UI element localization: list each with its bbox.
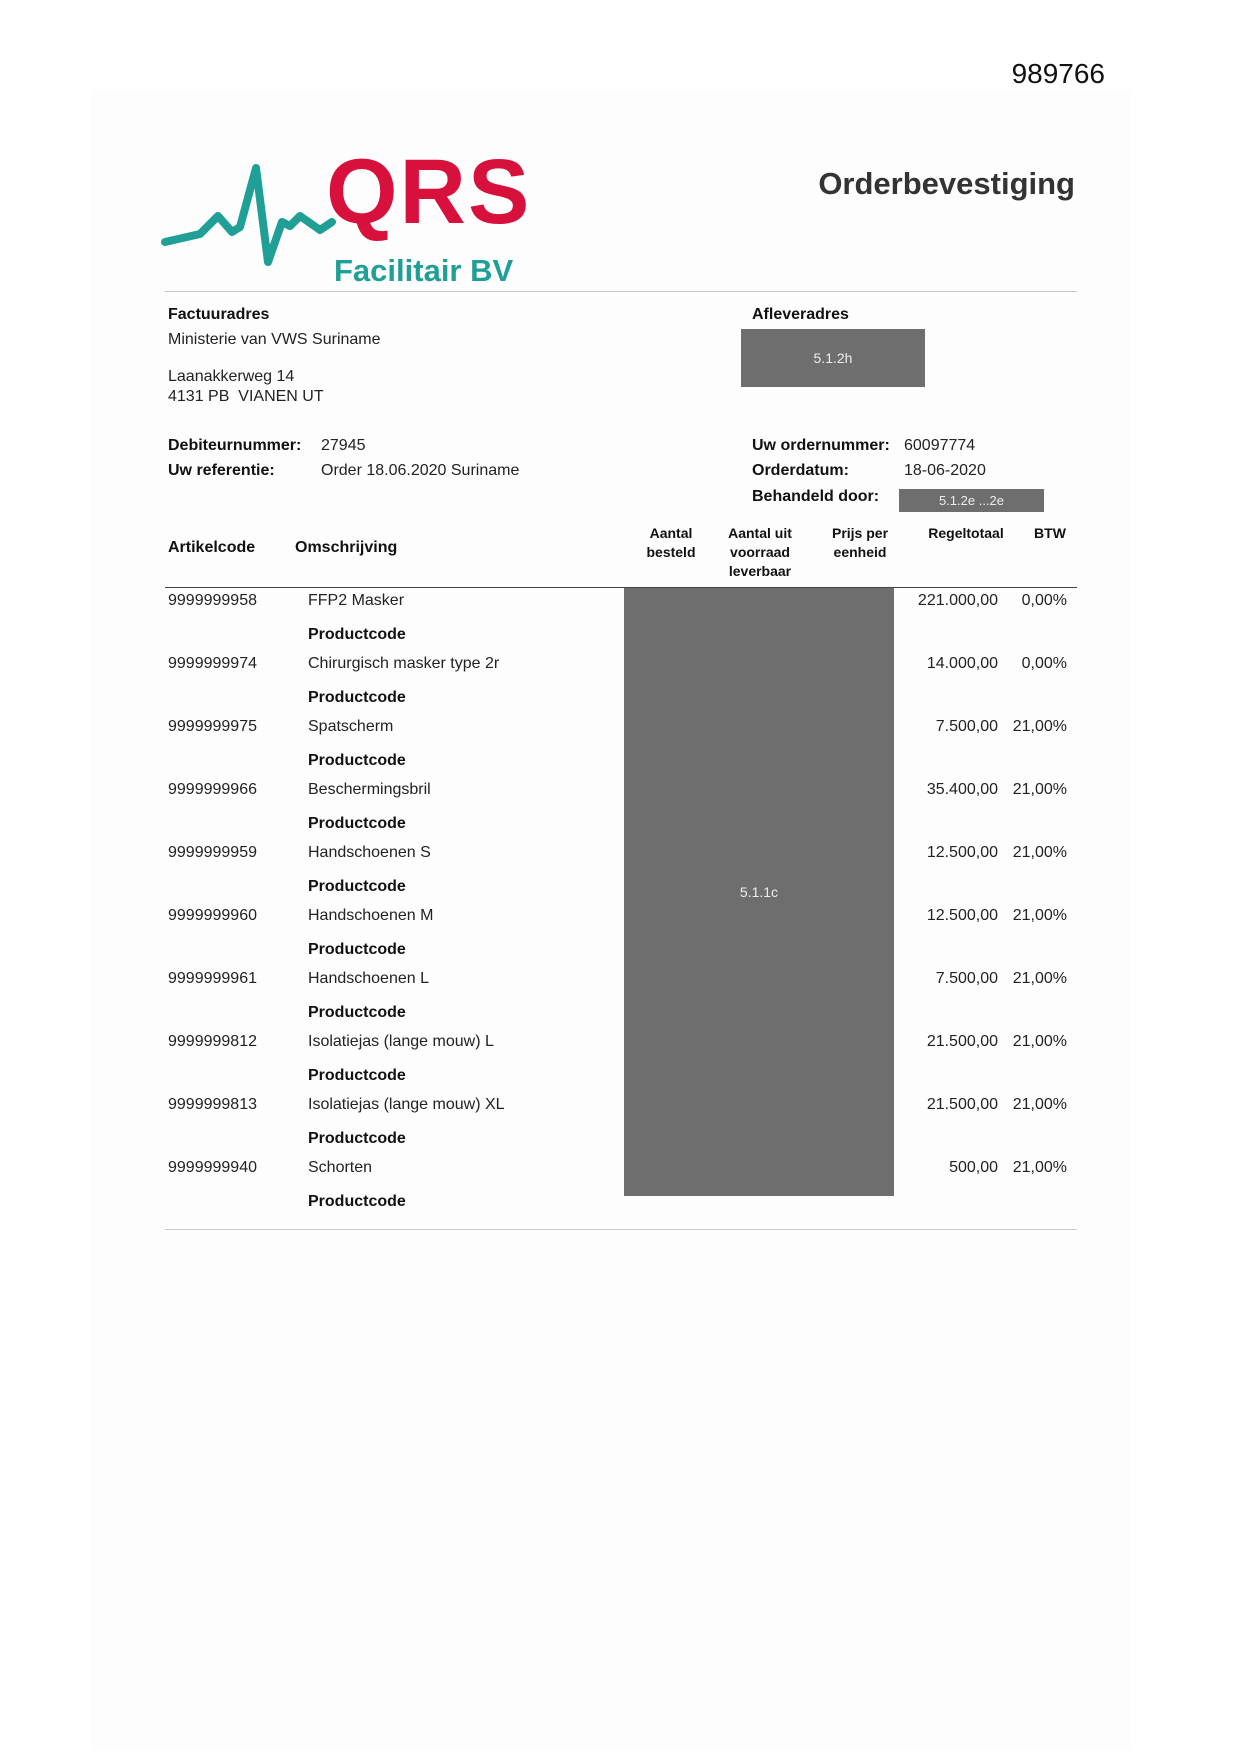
vat-rate: 21,00% (1012, 970, 1067, 987)
vat-rate: 21,00% (1012, 844, 1067, 861)
line-total: 500,00 (949, 1159, 998, 1176)
article-code: 9999999812 (168, 1033, 257, 1050)
table-row (0, 1031, 1241, 1094)
vat-rate: 21,00% (1012, 781, 1067, 798)
article-description: Handschoenen S (308, 844, 431, 861)
article-description: Beschermingsbril (308, 781, 431, 798)
product-code-label: Productcode (308, 752, 406, 769)
header-divider (165, 291, 1077, 292)
logo-brand: QRS (326, 141, 532, 243)
product-code-label: Productcode (308, 1067, 406, 1084)
logo-subtitle: Facilitair BV (334, 253, 514, 288)
table-row (0, 842, 1241, 905)
header-ordered: Aantal besteld (646, 525, 696, 560)
table-row (0, 968, 1241, 1031)
line-total: 21.500,00 (926, 1096, 998, 1113)
table-row (0, 716, 1241, 779)
article-description: Chirurgisch masker type 2r (308, 655, 500, 672)
quantities-prices-redaction: 5.1.1c (624, 588, 894, 1196)
reference-value: Order 18.06.2020 Suriname (321, 462, 520, 479)
line-total: 7.500,00 (935, 970, 998, 987)
article-code: 9999999813 (168, 1096, 257, 1113)
header-unit-price: Prijs per eenheid (831, 525, 889, 560)
delivery-redaction: 5.1.2h (741, 329, 925, 387)
header-available: Aantal uit voorraad leverbaar (728, 525, 792, 579)
product-code-label: Productcode (308, 815, 406, 832)
vat-rate: 0,00% (1021, 592, 1067, 609)
line-total: 7.500,00 (935, 718, 998, 735)
line-total: 12.500,00 (926, 844, 998, 861)
article-description: Isolatiejas (lange mouw) L (308, 1033, 494, 1050)
vat-rate: 21,00% (1012, 1159, 1067, 1176)
billing-label: Factuuradres (168, 306, 270, 323)
article-code: 9999999961 (168, 970, 257, 987)
article-description: Handschoenen M (308, 907, 434, 924)
article-code: 9999999959 (168, 844, 257, 861)
billing-city: 4131 PB VIANEN UT (168, 388, 324, 405)
table-row (0, 590, 1241, 653)
line-total: 35.400,00 (926, 781, 998, 798)
handled-by-redaction: 5.1.2e ...2e (899, 489, 1044, 512)
table-header-divider (165, 587, 1077, 588)
line-total: 12.500,00 (926, 907, 998, 924)
line-total: 221.000,00 (917, 592, 998, 609)
page-title: Orderbevestiging (818, 166, 1075, 201)
product-code-label: Productcode (308, 941, 406, 958)
article-code: 9999999974 (168, 655, 257, 672)
product-code-label: Productcode (308, 1130, 406, 1147)
handled-by-label: Behandeld door: (752, 488, 880, 505)
debtor-number-label: Debiteurnummer: (168, 437, 302, 454)
order-date-value: 18-06-2020 (904, 462, 986, 479)
header-line-total: Regeltotaal (928, 525, 1004, 541)
order-number-label: Uw ordernummer: (752, 437, 890, 454)
table-row (0, 905, 1241, 968)
table-row (0, 1094, 1241, 1157)
header-article-code: Artikelcode (168, 539, 256, 556)
table-row (0, 653, 1241, 716)
header-description: Omschrijving (295, 539, 398, 556)
billing-name: Ministerie van VWS Suriname (168, 331, 381, 348)
table-footer-divider (165, 1229, 1077, 1230)
document-id: 989766 (1011, 58, 1105, 89)
product-code-label: Productcode (308, 878, 406, 895)
article-description: FFP2 Masker (308, 592, 405, 609)
product-code-label: Productcode (308, 626, 406, 643)
article-description: Schorten (308, 1159, 373, 1176)
vat-rate: 21,00% (1012, 1096, 1067, 1113)
product-code-label: Productcode (308, 1004, 406, 1021)
billing-street: Laanakkerweg 14 (168, 368, 295, 385)
line-total: 21.500,00 (926, 1033, 998, 1050)
delivery-label: Afleveradres (752, 306, 849, 323)
article-code: 9999999966 (168, 781, 257, 798)
article-description: Isolatiejas (lange mouw) XL (308, 1096, 505, 1113)
table-row (0, 779, 1241, 842)
reference-label: Uw referentie: (168, 462, 275, 479)
debtor-number-value: 27945 (321, 437, 366, 454)
vat-rate: 21,00% (1012, 718, 1067, 735)
article-code: 9999999975 (168, 718, 257, 735)
article-description: Handschoenen L (308, 970, 429, 987)
product-code-label: Productcode (308, 1193, 406, 1210)
header-vat: BTW (1034, 525, 1066, 541)
order-number-value: 60097774 (904, 437, 976, 454)
vat-rate: 21,00% (1012, 907, 1067, 924)
table-row (0, 1157, 1241, 1220)
article-code: 9999999958 (168, 592, 257, 609)
vat-rate: 0,00% (1021, 655, 1067, 672)
article-code: 9999999960 (168, 907, 257, 924)
order-date-label: Orderdatum: (752, 462, 849, 479)
vat-rate: 21,00% (1012, 1033, 1067, 1050)
article-code: 9999999940 (168, 1159, 257, 1176)
product-code-label: Productcode (308, 689, 406, 706)
article-description: Spatscherm (308, 718, 394, 735)
line-total: 14.000,00 (926, 655, 998, 672)
